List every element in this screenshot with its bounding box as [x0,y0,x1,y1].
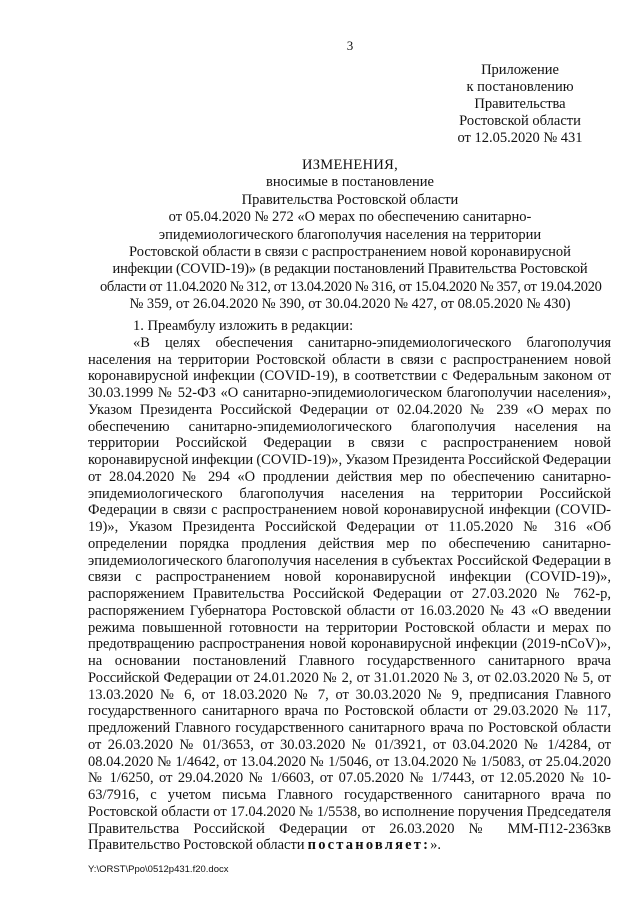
title-line: эпидемиологического благополучия населения на территории [158,226,542,243]
appendix-line: Ростовской области [459,113,581,129]
page-number: 3 [346,38,354,53]
title-line: № 359, от 26.04.2020 № 390, от 30.04.2020 № 427, от 08.05.2020 № 430) [129,296,571,313]
appendix-line: Приложение [481,62,559,78]
appendix-line: от 12.05.2020 № 431 [457,130,583,146]
appendix-line: Правительства [474,96,566,112]
appendix-header [430,62,610,147]
document-title [100,157,600,314]
preamble-text: «В целях обеспечения санитарно-эпидемиологического благополучия населения на территории Ростовской области в связи с распространением новой коронавирусной инфекции (COVID-19), в соответствии с Федеральным законом от 30.03.1999 № 52-ФЗ «О санитарно-эпидемиологическом благополучии населения», Указом Президента Российской Федерации от 02.04.2020 № 239 «О мерах по обеспечению санитарно-эпидемиологического благополучия населения на территории Российской Федерации в связи с распространением новой коронавирусной инфекции (COVID-19)», Указом Президента Российской Федерации от 28.04.2020 № 294 «О продлении действия мер по обеспечению санитарно-эпидемиологического благополучия населения на территории Российской Федерации в связи с распространением новой коронавирусной инфекции (COVID-19)», Указом Президента Российской Федерации от 11.05.2020 № 316 «Об определении порядка продления действия мер по обеспечению санитарно-эпидемиологического благополучия населения в субъектах Российской Федерации в связи с распространением новой коронавирусной инфекции (COVID-19)», распоряжением Правительства Российской Федерации от 27.03.2020 № 762-р, распоряжением Губернатора Ростовской области от 16.03.2020 № 43 «О введении режима повышенной готовности на территории Ростовской области и мерах по предотвращению распространения новой коронавирусной инфекции (2019-nCoV)», на основании постановлений Главного государственного санитарного врача Российской Федерации от 24.01.2020 № 2, от 31.01.2020 № 3, от 02.03.2020 № 5, от 13.03.2020 № 6, от 18.03.2020 № 7, от 30.03.2020 № 9, предписания Главного государственного санитарного врача по Ростовской области от 29.03.2020 № 117, предложений Главного государственного санитарного врача по Ростовской области от 26.03.2020 № 01/3653, от 30.03.2020 № 01/3921, от 03.04.2020 № 1/4284, от 08.04.2020 № 1/4642, от 13.04.2020 № 1/5046, от 13.04.2020 № 1/5083, от 25.04.2020 № 1/6250, от 29.04.2020 № 1/6603, от 07.05.2020 № 1/7443, от 12.05.2020 № 10-63/7916, с учетом письма Главного государственного санитарного врача по Ростовской области от 17.04.2020 № 1/5538, во исполнение поручения Председателя Правительства Российской Федерации от 26.03.2020 № ММ-П12-2363кв Правительство Ростовской области [88,334,611,854]
document-body [88,318,611,854]
preamble-paragraph [88,335,611,854]
file-path-footer: Y:\ORST\Ppo\0512p431.f20.docx [88,864,229,875]
title-line: от 05.04.2020 № 272 «О мерах по обеспечению санитарно- [168,209,532,226]
decree-word: постановляет: [307,837,431,854]
appendix-line: к постановлению [466,79,574,95]
title-line: Правительства Ростовской области [241,191,459,208]
title-line: Ростовской области в связи с распространением новой коронавирусной [129,244,571,261]
title-line: инфекции (COVID-19)» (в редакции постановлений Правительства Ростовской [112,261,588,278]
closing-quote: ». [430,837,441,854]
title-heading: ИЗМЕНЕНИЯ, [301,157,399,173]
title-line: вносимые в постановление [266,174,434,191]
title-line: области от 11.04.2020 № 312, от 13.04.2020 № 316, от 15.04.2020 № 357, от 19.04.2020 [100,278,602,295]
item-1-heading: 1. Преамбулу изложить в редакции: [133,318,354,334]
